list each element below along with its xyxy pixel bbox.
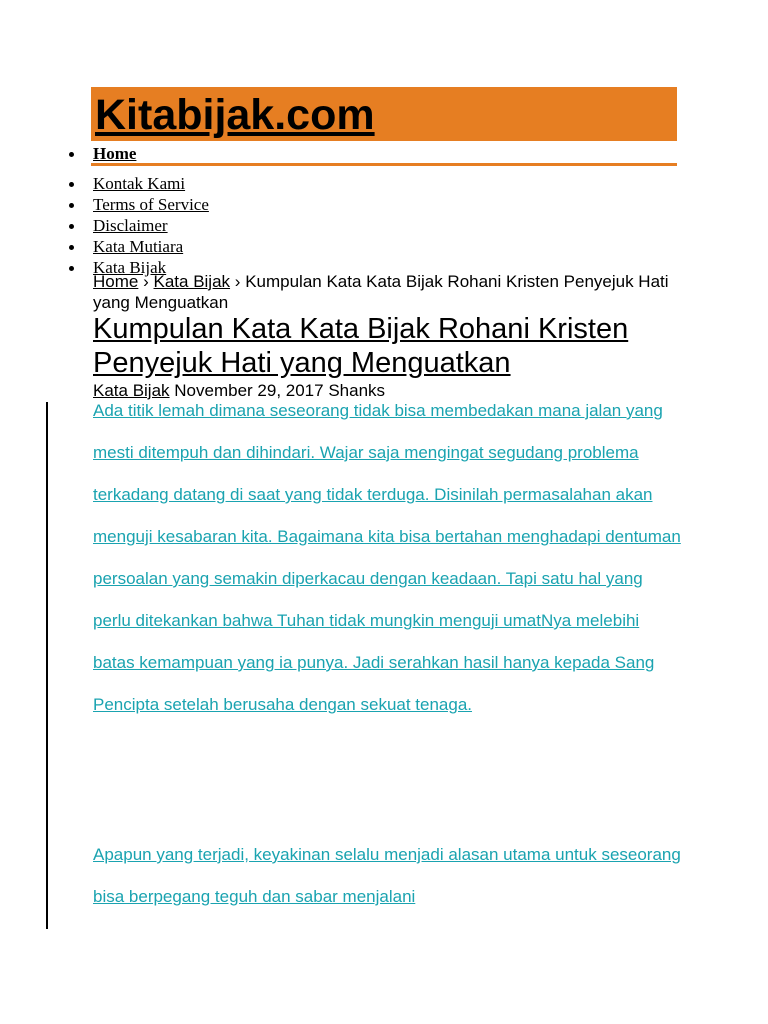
post-author: Shanks (328, 381, 386, 400)
breadcrumb-current: Kumpulan Kata Kata Bijak Rohani Kristen Penyejuk Hati yang Menguatkan (93, 272, 669, 312)
breadcrumb-home-link[interactable]: Home (93, 272, 139, 291)
breadcrumb-separator: › (234, 272, 241, 291)
post-category-link[interactable]: Kata Bijak (93, 381, 170, 400)
menu-item-terms-of-service (93, 194, 209, 215)
menu-divider (91, 163, 677, 166)
menu-link-kata-mutiara[interactable]: Kata Mutiara (93, 237, 184, 256)
post-date: November 29, 2017 (174, 381, 324, 400)
menu-item-kontak-kami (93, 173, 209, 194)
breadcrumb-category-link[interactable]: Kata Bijak (153, 272, 231, 291)
breadcrumb-separator: › (143, 272, 149, 291)
vertical-rule (46, 402, 48, 929)
menu-item-home (93, 143, 209, 173)
menu-link-kontak-kami[interactable]: Kontak Kami (93, 174, 186, 193)
article-paragraph[interactable]: Ada titik lemah dimana seseorang tidak bisa membedakan mana jalan yang mesti ditempuh dan dihindari. Wajar saja mengingat segudang problema terkadang datang di saat yang tidak terduga. Disinilah permasalahan akan menguji kesabaran kita. Bagaimana kita bisa bertahan menghadapi dentuman persoalan yang semakin diperkacau dengan keadaan. Tapi satu hal yang perlu ditekankan bahwa Tuhan tidak mungkin menguji umatNya melebihi batas kemampuan yang ia punya. Jadi serahkan hasil hanya kepada Sang Pencipta setelah berusaha dengan sekuat tenaga. (93, 401, 681, 714)
article-paragraph[interactable]: Apapun yang terjadi, keyakinan selalu menjadi alasan utama untuk seseorang bisa berpegang teguh dan sabar menjalani (93, 845, 681, 906)
site-header (91, 87, 677, 141)
site-title-link[interactable]: Kitabijak.com (95, 91, 375, 139)
menu-link-home[interactable]: Home (93, 144, 137, 163)
breadcrumb (93, 271, 693, 313)
menu-link-disclaimer[interactable]: Disclaimer (93, 216, 168, 235)
post-title[interactable]: Kumpulan Kata Kata Bijak Rohani Kristen Penyejuk Hati yang Menguatkan (93, 313, 629, 379)
menu-link-terms-of-service[interactable]: Terms of Service (93, 195, 209, 214)
menu-item-disclaimer (93, 215, 209, 236)
menu-link-kata-bijak[interactable]: Kata Bijak (93, 258, 167, 277)
menu-item-kata-mutiara (93, 236, 209, 257)
